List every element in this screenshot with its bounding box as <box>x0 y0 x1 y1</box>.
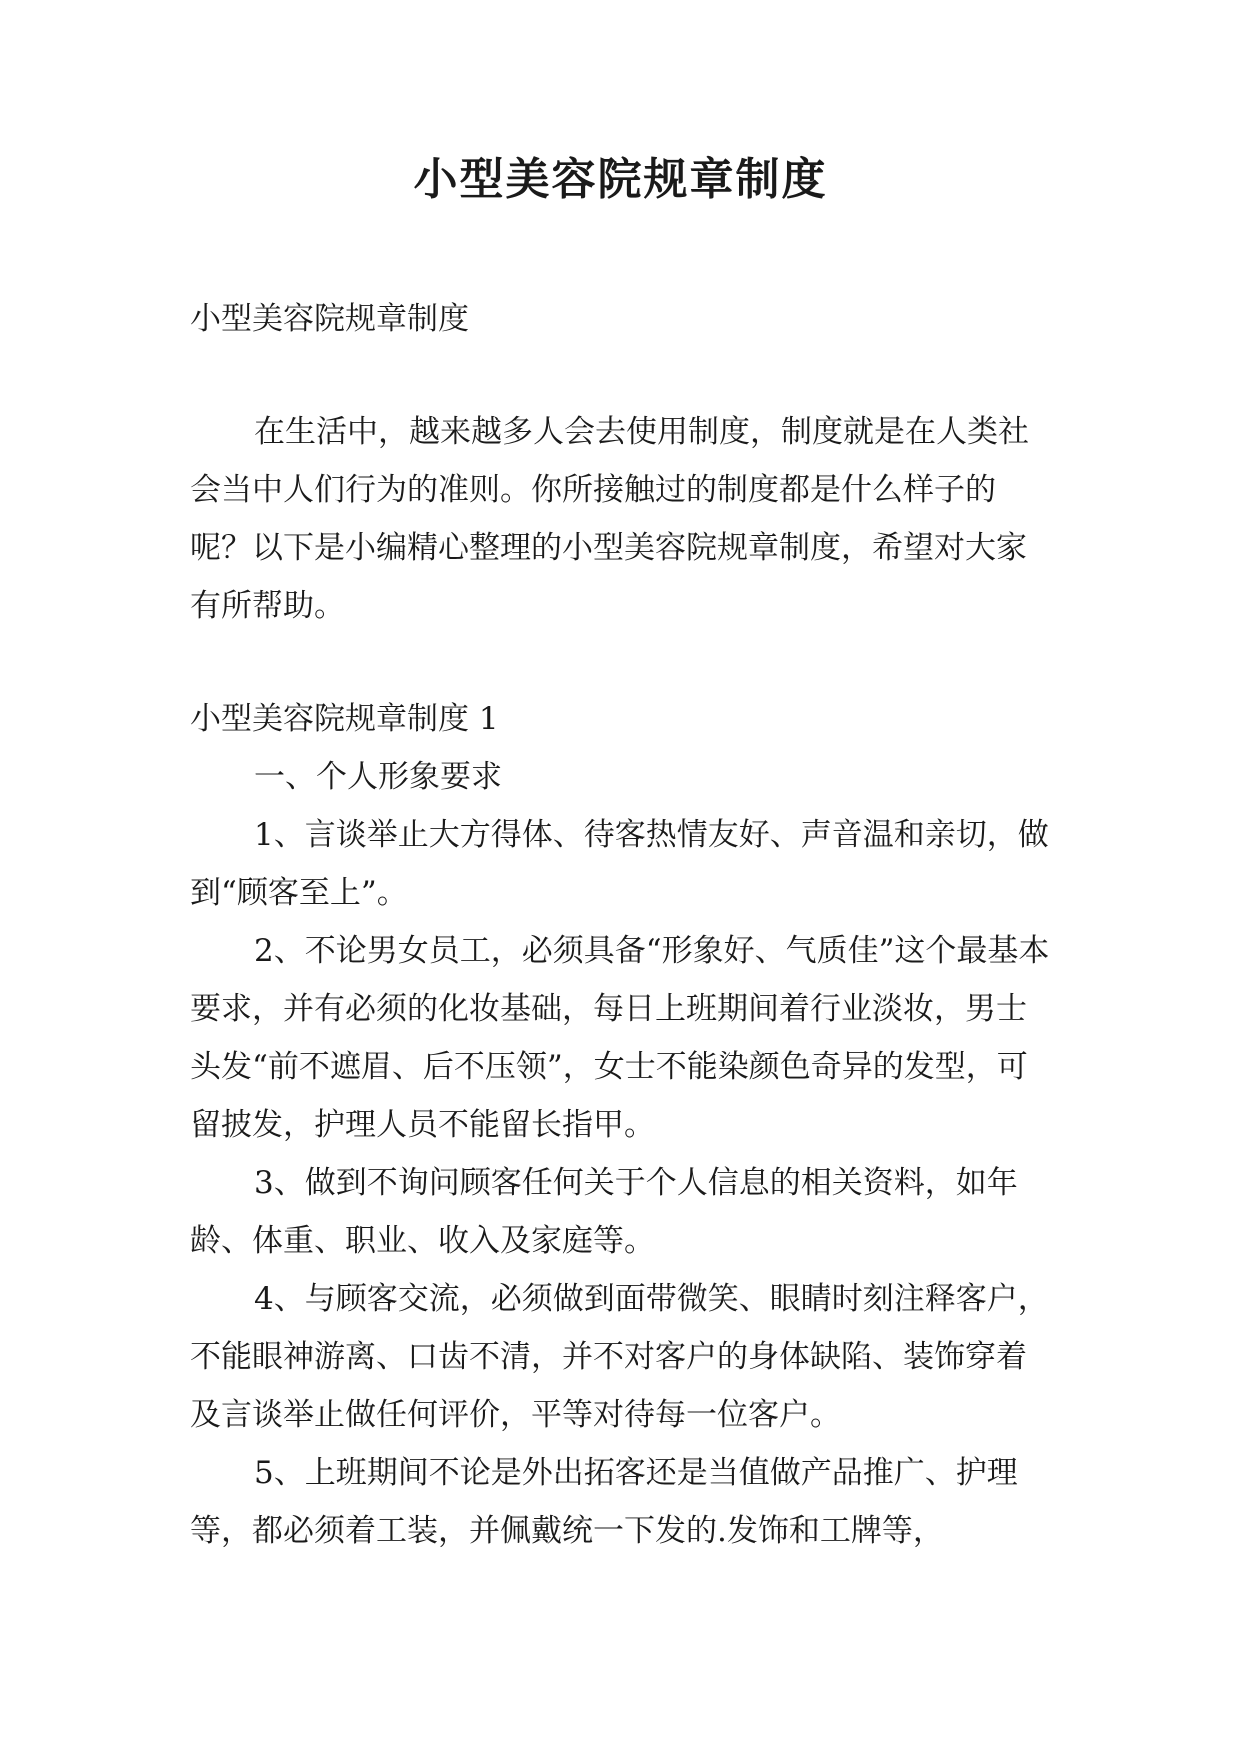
document-title: 小型美容院规章制度 <box>413 154 828 205</box>
section-heading: 小型美容院规章制度 1 <box>190 701 499 737</box>
document-subtitle: 小型美容院规章制度 <box>190 301 469 337</box>
rule-item-5: 5、上班期间不论是外出拓客还是当值做产品推广、护理等，都必须着工装，并佩戴统一下发的.发饰和工牌等， <box>190 1455 1018 1549</box>
rule-item-3: 3、做到不询问顾客任何关于个人信息的相关资料，如年龄、体重、职业、收入及家庭等。 <box>190 1165 1018 1259</box>
part-heading: 一、个人形象要求 <box>254 759 502 795</box>
document-body <box>190 290 1050 1560</box>
rule-item-2: 2、不论男女员工，必须具备“形象好、气质佳”这个最基本要求，并有必须的化妆基础，每日上班期间着行业淡妆，男士头发“前不遮眉、后不压领”，女士不能染颜色奇异的发型，可留披发，护理人员不能留长指甲。 <box>190 933 1050 1143</box>
intro-paragraph: 在生活中，越来越多人会去使用制度，制度就是在人类社会当中人们行为的准则。你所接触过的制度都是什么样子的呢？以下是小编精心整理的小型美容院规章制度，希望对大家有所帮助。 <box>190 414 1029 624</box>
rule-item-4: 4、与顾客交流，必须做到面带微笑、眼睛时刻注释客户，不能眼神游离、口齿不清，并不对客户的身体缺陷、装饰穿着及言谈举止做任何评价，平等对待每一位客户。 <box>190 1281 1049 1433</box>
rule-item-1: 1、言谈举止大方得体、待客热情友好、声音温和亲切，做到“顾客至上”。 <box>190 817 1049 911</box>
